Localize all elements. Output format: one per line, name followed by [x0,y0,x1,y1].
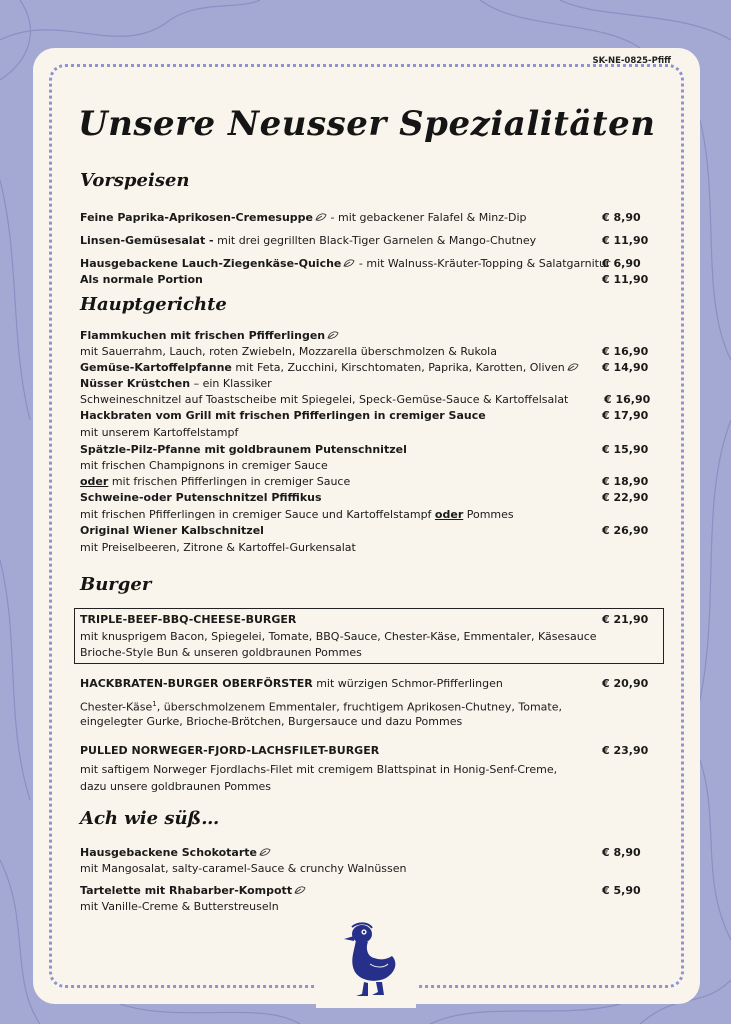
vegetarian-leaf-icon [567,362,579,372]
dish-tartelette: Tartelette mit Rhabarber-Kompott [80,883,306,899]
dish-hackbraten-burger-desc-1: Chester-Käse$^1$, überschmolzenem Emmentaler, fruchtigem Aprikosen-Chutney, Tomate, [80,700,562,714]
vegetarian-leaf-icon [327,330,339,340]
dish-flammkuchen-desc: mit Sauerrahm, Lauch, roten Zwiebeln, Mozzarella überschmolzen & Rukola [80,345,497,358]
price-spaetzle-alt: € 18,90 [602,475,649,488]
document-code: SK-NE-0825-Pfiff [592,56,671,66]
dish-tartelette-desc: mit Vanille-Creme & Butterstreuseln [80,900,279,913]
dish-pfiffikus: Schweine-oder Putenschnitzel Pfiffikus [80,491,322,504]
dish-hackbraten: Hackbraten vom Grill mit frischen Pfifferlingen in cremiger Sauce [80,409,486,422]
dish-hackbraten-desc: mit unserem Kartoffelstampf [80,426,239,439]
vegetarian-leaf-icon [259,847,271,857]
price-tartelette: € 5,90 [602,884,641,897]
dish-pfiffikus-desc: mit frischen Pfifferlingen in cremiger Sauce und Kartoffelstampf oder Pommes [80,508,514,521]
vegetarian-leaf-icon [343,258,355,268]
dish-pulled-desc-1: mit saftigem Norweger Fjordlachs-Filet mit cremigem Blattspinat in Honig-Senf-Creme, [80,763,558,776]
price-kartoffelpfanne: € 14,90 [602,361,649,374]
price-spaetzle: € 15,90 [602,443,649,456]
price-hackbraten-burger: € 20,90 [602,677,649,690]
dish-quiche: Hausgebackene Lauch-Ziegenkäse-Quiche - mit Walnuss-Kräuter-Topping & Salatgarnitur [80,257,611,270]
dish-pulled-burger: PULLED NORWEGER-FJORD-LACHSFILET-BURGER [80,744,380,757]
price-quiche: € 6,90 [602,257,641,270]
price-paprika-soup: € 8,90 [602,211,641,224]
dish-hackbraten-burger-desc-2: eingelegter Gurke, Brioche-Brötchen, Burgersauce und dazu Pommes [80,715,463,728]
price-kruestchen: € 16,90 [604,393,651,406]
dish-hackbraten-burger: HACKBRATEN-BURGER OBERFÖRSTER mit würzigen Schmor-Pfifferlingen [80,677,503,690]
section-burger: Burger [80,574,152,595]
dish-schokotarte-desc: mit Mangosalat, salty-caramel-Sauce & crunchy Walnüssen [80,862,407,875]
dish-linsen-salat: Linsen-Gemüsesalat - mit drei gegrillten Black-Tiger Garnelen & Mango-Chutney [80,234,537,247]
dish-pulled-desc-2: dazu unsere goldbraunen Pommes [80,780,272,793]
dish-kruestchen-desc: Schweineschnitzel auf Toastscheibe mit Spiegelei, Speck-Gemüse-Sauce & Kartoffelsalat [80,393,569,406]
dish-spaetzle-alt: oder mit frischen Pfifferlingen in cremiger Sauce [80,475,351,488]
vegetarian-leaf-icon [315,212,327,222]
vegetarian-leaf-icon [294,885,306,895]
price-flammkuchen: € 16,90 [602,345,649,358]
price-hackbraten: € 17,90 [602,409,649,422]
dish-spaetzle: Spätzle-Pilz-Pfanne mit goldbraunem Putenschnitzel [80,443,407,456]
dish-flammkuchen: Flammkuchen mit frischen Pfifferlingen [80,328,339,344]
price-linsen-salat: € 11,90 [602,234,649,247]
price-schokotarte: € 8,90 [602,846,641,859]
price-pulled-burger: € 23,90 [602,744,649,757]
duck-logo-icon [340,922,398,998]
section-hauptgerichte: Hauptgerichte [80,294,227,315]
price-pfiffikus: € 22,90 [602,491,649,504]
dish-triple-desc-2: Brioche-Style Bun & unseren goldbraunen Pommes [80,646,362,659]
price-wiener: € 26,90 [602,524,649,537]
section-vorspeisen: Vorspeisen [80,170,190,191]
dish-kartoffelpfanne: Gemüse-Kartoffelpfanne mit Feta, Zucchini, Kirschtomaten, Paprika, Karotten, Oliven [80,360,579,376]
dish-spaetzle-desc: mit frischen Champignons in cremiger Sauce [80,459,328,472]
price-triple-burger: € 21,90 [602,613,649,626]
dish-schokotarte: Hausgebackene Schokotarte [80,845,271,861]
page-title: Unsere Neusser Spezialitäten [78,104,656,144]
section-dessert: Ach wie süß… [80,808,220,829]
dish-wiener: Original Wiener Kalbschnitzel [80,524,264,537]
dish-kruestchen: Nüsser Krüstchen – ein Klassiker [80,377,272,390]
dish-triple-burger: TRIPLE-BEEF-BBQ-CHEESE-BURGER [80,613,297,626]
price-quiche-normal: € 11,90 [602,273,649,286]
dish-quiche-normal: Als normale Portion [80,273,203,286]
dish-paprika-soup: Feine Paprika-Aprikosen-Cremesuppe - mit gebackener Falafel & Minz-Dip [80,211,527,224]
dish-triple-desc-1: mit knusprigem Bacon, Spiegelei, Tomate, BBQ-Sauce, Chester-Käse, Emmentaler, Käsesauce [80,630,597,643]
dish-wiener-desc: mit Preiselbeeren, Zitrone & Kartoffel-Gurkensalat [80,541,356,554]
